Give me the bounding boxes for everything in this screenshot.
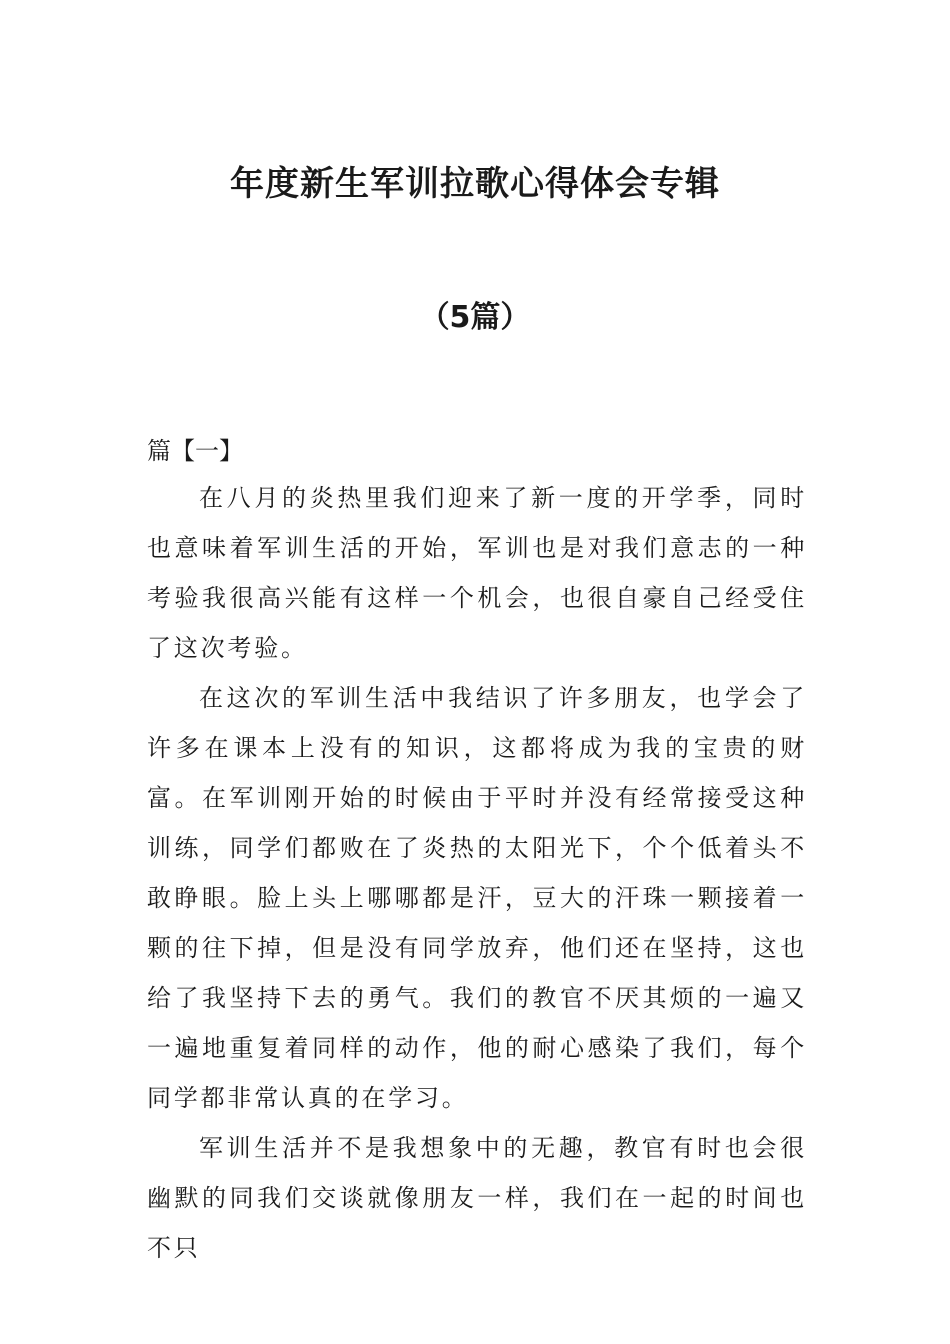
document-title: 年度新生军训拉歌心得体会专辑 <box>230 164 720 204</box>
paragraph-2: 在这次的军训生活中我结识了许多朋友，也学会了许多在课本上没有的知识，这都将成为我的宝贵的财富。在军训刚开始的时候由于平时并没有经常接受这种训练，同学们都败在了炎热的太阳光下，个个低着头不敢睁眼。脸上头上哪哪都是汗，豆大的汗珠一颗接着一颗的往下掉，但是没有同学放弃，他们还在坚持，这也给了我坚持下去的勇气。我们的教官不厌其烦的一遍又一遍地重复着同样的动作，他的耐心感染了我们，每个同学都非常认真的在学习。 <box>147 684 807 1112</box>
paragraph-3: 军训生活并不是我想象中的无趣，教官有时也会很幽默的同我们交谈就像朋友一样，我们在一起的时间也不只 <box>147 1134 807 1262</box>
document-subtitle: （5篇） <box>419 300 531 335</box>
body-text <box>147 473 807 1273</box>
section-heading: 篇【一】 <box>147 437 243 465</box>
paragraph-1: 在八月的炎热里我们迎来了新一度的开学季，同时也意味着军训生活的开始，军训也是对我们意志的一种考验我很高兴能有这样一个机会，也很自豪自己经受住了这次考验。 <box>147 484 807 662</box>
